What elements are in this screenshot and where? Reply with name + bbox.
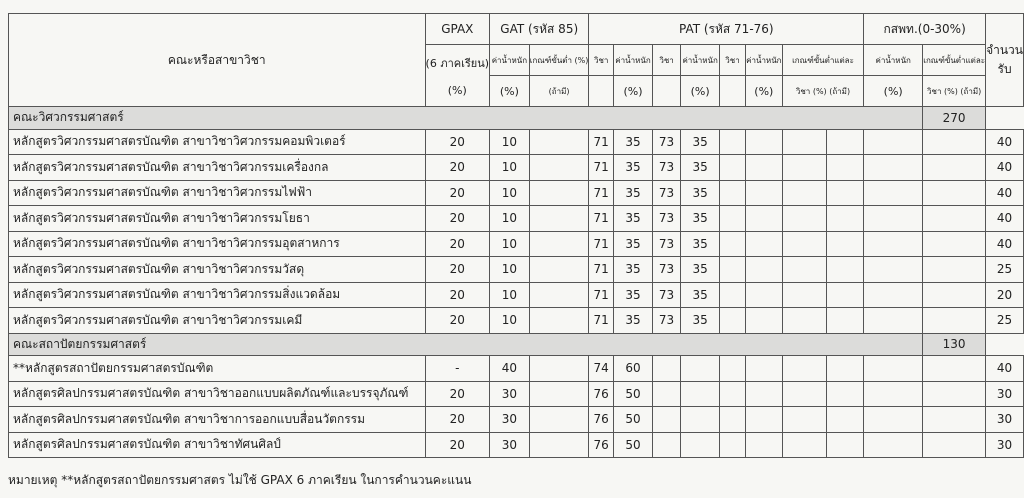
pat-weight-1-cell: 50 <box>614 432 653 458</box>
gat-weight-cell: 10 <box>490 282 530 308</box>
pat-subject-1-header: วิชา <box>589 45 614 76</box>
onet-weight-cell <box>864 257 923 283</box>
onet-min-cell <box>923 231 986 257</box>
pat-weight-1-cell: 35 <box>614 308 653 334</box>
pat-subject-3-cell <box>720 308 746 334</box>
gat-min-cell <box>529 180 589 206</box>
pat-subject-1-cell: 71 <box>589 282 614 308</box>
pat-subject-1-cell: 71 <box>589 129 614 155</box>
pat-weight-3-cell <box>745 432 782 458</box>
program-name: หลักสูตรวิศวกรรมศาสตรบัณฑิต สาขาวิชาวิศวกรรมไฟฟ้า <box>9 180 426 206</box>
gpax-cell: 20 <box>425 129 490 155</box>
program-row <box>9 308 1024 334</box>
footnote: หมายเหตุ **หลักสูตรสถาปัตยกรรมศาสตร ไม่ใช้ GPAX 6 ภาคเรียน ในการคำนวนคะแนน <box>8 473 472 487</box>
gpax-cell: 20 <box>425 257 490 283</box>
pat-weight-2-cell <box>681 381 720 407</box>
pat-weight-2-cell: 35 <box>681 155 720 181</box>
pat-subject-3-cell <box>720 356 746 382</box>
gat-weight-cell: 30 <box>490 407 530 433</box>
gpax-cell: 20 <box>425 231 490 257</box>
program-name: หลักสูตรวิศวกรรมศาสตรบัณฑิต สาขาวิชาวิศวกรรมเคมี <box>9 308 426 334</box>
onet-weight-cell <box>864 180 923 206</box>
gpax-cell: 20 <box>425 308 490 334</box>
pat-weight-1-cell: 50 <box>614 407 653 433</box>
onet-weight-unit: (%) <box>864 76 923 107</box>
pat-weight-1-cell: 35 <box>614 257 653 283</box>
pat-subject-3-cell <box>720 231 746 257</box>
onet-weight-cell <box>864 206 923 232</box>
faculty-total-quota: 130 <box>923 333 986 356</box>
program-row <box>9 381 1024 407</box>
pat-weight-3-cell <box>745 407 782 433</box>
pat-weight-2-cell: 35 <box>681 308 720 334</box>
pat-min-cell-b <box>826 308 864 334</box>
pat-subject-2-cell: 73 <box>652 282 680 308</box>
pat-weight-3-cell <box>745 257 782 283</box>
onet-min-cell <box>923 356 986 382</box>
gpax-cell: - <box>425 356 490 382</box>
pat-weight-1-unit: (%) <box>614 76 653 107</box>
gat-weight-cell: 10 <box>490 180 530 206</box>
pat-min-cell-a <box>782 257 826 283</box>
pat-subject-2-cell <box>652 356 680 382</box>
faculty-name: คณะวิศวกรรมศาสตร์ <box>9 107 923 130</box>
pat-min-cell-a <box>782 129 826 155</box>
pat-min-cell-b <box>826 180 864 206</box>
pat-subject-3-cell <box>720 407 746 433</box>
pat-subject-2-cell: 73 <box>652 206 680 232</box>
quota-cell: 40 <box>986 180 1024 206</box>
pat-weight-1-header: ค่าน้ำหนัก <box>614 45 653 76</box>
gpax-header: GPAX <box>425 14 490 45</box>
admission-criteria-document <box>8 13 1024 458</box>
program-name: หลักสูตรวิศวกรรมศาสตรบัณฑิต สาขาวิชาวิศวกรรมโยธา <box>9 206 426 232</box>
admission-criteria-table <box>8 13 1024 458</box>
onet-weight-cell <box>864 356 923 382</box>
gat-weight-unit: (%) <box>490 76 530 107</box>
program-row <box>9 180 1024 206</box>
onet-weight-cell <box>864 129 923 155</box>
pat-subject-3-cell <box>720 432 746 458</box>
pat-subject-2-cell <box>652 432 680 458</box>
pat-weight-1-cell: 35 <box>614 206 653 232</box>
program-row <box>9 155 1024 181</box>
pat-subject-3-cell <box>720 155 746 181</box>
onet-min-cell <box>923 155 986 181</box>
quota-cell: 30 <box>986 432 1024 458</box>
pat-subject-3-cell <box>720 282 746 308</box>
onet-min-cell <box>923 381 986 407</box>
pat-min-cell-a <box>782 155 826 181</box>
onet-weight-cell <box>864 407 923 433</box>
faculty-column-header: คณะหรือสาขาวิชา <box>9 14 426 107</box>
pat-min-cell-a <box>782 407 826 433</box>
pat-weight-3-cell <box>745 180 782 206</box>
gat-min-header: เกณฑ์ขั้นต่ำ (%) <box>529 45 589 76</box>
pat-subject-1-cell: 71 <box>589 155 614 181</box>
pat-min-cell-b <box>826 206 864 232</box>
pat-weight-1-cell: 60 <box>614 356 653 382</box>
gpax-cell: 20 <box>425 282 490 308</box>
pat-min-cell-b <box>826 381 864 407</box>
gat-weight-cell: 10 <box>490 129 530 155</box>
pat-subject-3-cell <box>720 206 746 232</box>
quota-header <box>986 14 1024 107</box>
onet-weight-cell <box>864 308 923 334</box>
pat-weight-2-cell: 35 <box>681 180 720 206</box>
pat-subject-1-cell: 71 <box>589 180 614 206</box>
pat-min-cell-b <box>826 129 864 155</box>
pat-weight-3-unit: (%) <box>745 76 782 107</box>
pat-min-note: วิชา (%) (ถ้ามี) <box>782 76 863 107</box>
gpax-cell: 20 <box>425 155 490 181</box>
pat-weight-2-unit: (%) <box>681 76 720 107</box>
program-name: **หลักสูตรสถาปัตยกรรมศาสตรบัณฑิต <box>9 356 426 382</box>
onet-weight-header: ค่าน้ำหนัก <box>864 45 923 76</box>
gat-min-cell <box>529 308 589 334</box>
onet-min-cell <box>923 432 986 458</box>
quota-header-line2: รับ <box>997 62 1012 76</box>
gat-weight-cell: 10 <box>490 308 530 334</box>
quota-cell: 40 <box>986 129 1024 155</box>
gpax-cell: 20 <box>425 206 490 232</box>
pat-subject-1-cell: 76 <box>589 381 614 407</box>
quota-cell: 25 <box>986 257 1024 283</box>
onet-min-cell <box>923 407 986 433</box>
pat-subject-2-cell <box>652 381 680 407</box>
pat-min-cell-a <box>782 356 826 382</box>
pat-subject-2-cell: 73 <box>652 155 680 181</box>
pat-subject-3-cell <box>720 129 746 155</box>
gat-weight-cell: 10 <box>490 257 530 283</box>
pat-weight-2-cell <box>681 432 720 458</box>
gat-min-note: (ถ้ามี) <box>529 76 589 107</box>
pat-weight-1-cell: 35 <box>614 129 653 155</box>
pat-weight-2-cell <box>681 407 720 433</box>
pat-weight-2-cell: 35 <box>681 129 720 155</box>
quota-cell: 30 <box>986 381 1024 407</box>
program-name: หลักสูตรวิศวกรรมศาสตรบัณฑิต สาขาวิชาวิศวกรรมสิ่งแวดล้อม <box>9 282 426 308</box>
pat-weight-3-cell <box>745 129 782 155</box>
pat-min-cell-a <box>782 432 826 458</box>
pat-min-cell-b <box>826 257 864 283</box>
pat-weight-1-cell: 35 <box>614 180 653 206</box>
onet-min-note: วิชา (%) (ถ้ามี) <box>923 76 986 107</box>
program-name: หลักสูตรศิลปกรรมศาสตรบัณฑิต สาขาวิชาการออกแบบสื่อนวัตกรรม <box>9 407 426 433</box>
pat-weight-1-cell: 35 <box>614 282 653 308</box>
gat-min-cell <box>529 257 589 283</box>
pat-subject-2-cell: 73 <box>652 308 680 334</box>
pat-subject-2-cell: 73 <box>652 180 680 206</box>
program-row <box>9 282 1024 308</box>
pat-min-cell-a <box>782 282 826 308</box>
quota-cell: 20 <box>986 282 1024 308</box>
program-row <box>9 257 1024 283</box>
program-row <box>9 206 1024 232</box>
pat-min-cell-b <box>826 407 864 433</box>
pat-subject-3-cell <box>720 180 746 206</box>
pat-min-cell-b <box>826 356 864 382</box>
pat-subject-1-cell: 71 <box>589 308 614 334</box>
pat-min-cell-a <box>782 231 826 257</box>
onet-min-cell <box>923 129 986 155</box>
gat-min-cell <box>529 407 589 433</box>
gat-min-cell <box>529 282 589 308</box>
pat-weight-3-cell <box>745 381 782 407</box>
gat-min-cell <box>529 129 589 155</box>
onet-min-header: เกณฑ์ขั้นต่ำแต่ละ <box>923 45 986 76</box>
program-row <box>9 356 1024 382</box>
onet-weight-cell <box>864 432 923 458</box>
pat-min-cell-a <box>782 206 826 232</box>
pat-header: PAT (รหัส 71-76) <box>589 14 864 45</box>
quota-cell: 40 <box>986 206 1024 232</box>
pat-weight-2-cell <box>681 356 720 382</box>
gat-weight-cell: 10 <box>490 206 530 232</box>
quota-cell: 25 <box>986 308 1024 334</box>
pat-weight-2-cell: 35 <box>681 282 720 308</box>
pat-min-cell-a <box>782 308 826 334</box>
onet-min-cell <box>923 308 986 334</box>
pat-weight-1-cell: 35 <box>614 155 653 181</box>
quota-cell: 40 <box>986 231 1024 257</box>
pat-weight-3-cell <box>745 206 782 232</box>
gat-header: GAT (รหัส 85) <box>490 14 589 45</box>
pat-weight-2-header: ค่าน้ำหนัก <box>681 45 720 76</box>
pat-min-cell-a <box>782 381 826 407</box>
pat-min-cell-b <box>826 155 864 181</box>
program-name: หลักสูตรวิศวกรรมศาสตรบัณฑิต สาขาวิชาวิศวกรรมวัสดุ <box>9 257 426 283</box>
program-name: หลักสูตรวิศวกรรมศาสตรบัณฑิต สาขาวิชาวิศวกรรมเครื่องกล <box>9 155 426 181</box>
pat-weight-2-cell: 35 <box>681 231 720 257</box>
pat-weight-2-cell: 35 <box>681 257 720 283</box>
gat-weight-header: ค่าน้ำหนัก <box>490 45 530 76</box>
onet-min-cell <box>923 180 986 206</box>
program-name: หลักสูตรศิลปกรรมศาสตรบัณฑิต สาขาวิชาทัศนศิลป์ <box>9 432 426 458</box>
pat-subject-1-cell: 74 <box>589 356 614 382</box>
gat-min-cell <box>529 231 589 257</box>
gat-weight-cell: 30 <box>490 381 530 407</box>
gpax-cell: 20 <box>425 180 490 206</box>
pat-subject-1-cell: 76 <box>589 432 614 458</box>
pat-weight-3-cell <box>745 356 782 382</box>
gpax-unit: (%) <box>447 84 467 97</box>
gat-min-cell <box>529 381 589 407</box>
pat-min-cell-b <box>826 282 864 308</box>
gpax-cell: 20 <box>425 407 490 433</box>
onet-min-cell <box>923 206 986 232</box>
program-name: หลักสูตรศิลปกรรมศาสตรบัณฑิต สาขาวิชาออกแบบผลิตภัณฑ์และบรรจุภัณฑ์ <box>9 381 426 407</box>
gpax-cell: 20 <box>425 432 490 458</box>
pat-subject-3-cell <box>720 381 746 407</box>
gat-min-cell <box>529 155 589 181</box>
pat-min-cell-b <box>826 231 864 257</box>
quota-cell: 40 <box>986 155 1024 181</box>
pat-subject-2-cell: 73 <box>652 129 680 155</box>
gpax-subheader <box>425 45 490 107</box>
onet-min-cell <box>923 282 986 308</box>
pat-subject-1-cell: 71 <box>589 257 614 283</box>
program-row <box>9 231 1024 257</box>
faculty-name: คณะสถาปัตยกรรมศาสตร์ <box>9 333 923 356</box>
pat-weight-3-cell <box>745 155 782 181</box>
onet-header: กสพท.(0-30%) <box>864 14 986 45</box>
pat-subject-3-cell <box>720 257 746 283</box>
gat-min-cell <box>529 432 589 458</box>
pat-min-cell-b <box>826 432 864 458</box>
gat-min-cell <box>529 356 589 382</box>
pat-subject-2-header: วิชา <box>652 45 680 76</box>
program-name: หลักสูตรวิศวกรรมศาสตรบัณฑิต สาขาวิชาวิศวกรรมอุตสาหการ <box>9 231 426 257</box>
program-row <box>9 407 1024 433</box>
pat-subject-1-cell: 71 <box>589 206 614 232</box>
pat-subject-2-cell: 73 <box>652 257 680 283</box>
program-name: หลักสูตรวิศวกรรมศาสตรบัณฑิต สาขาวิชาวิศวกรรมคอมพิวเตอร์ <box>9 129 426 155</box>
quota-cell: 30 <box>986 407 1024 433</box>
gpax-semesters: (6 ภาคเรียน) <box>425 57 490 70</box>
gat-weight-cell: 40 <box>490 356 530 382</box>
pat-weight-1-cell: 35 <box>614 231 653 257</box>
pat-weight-3-cell <box>745 308 782 334</box>
pat-weight-3-cell <box>745 231 782 257</box>
gat-weight-cell: 10 <box>490 231 530 257</box>
pat-weight-3-header: ค่าน้ำหนัก <box>745 45 782 76</box>
onet-weight-cell <box>864 231 923 257</box>
gat-weight-cell: 10 <box>490 155 530 181</box>
onet-weight-cell <box>864 282 923 308</box>
pat-weight-2-cell: 35 <box>681 206 720 232</box>
quota-header-line1: จำนวน <box>986 43 1023 57</box>
pat-subject-1-cell: 71 <box>589 231 614 257</box>
pat-min-header: เกณฑ์ขั้นต่ำแต่ละ <box>782 45 863 76</box>
gat-weight-cell: 30 <box>490 432 530 458</box>
onet-weight-cell <box>864 155 923 181</box>
pat-subject-2-cell <box>652 407 680 433</box>
faculty-row <box>9 333 1024 356</box>
pat-min-cell-a <box>782 180 826 206</box>
quota-cell: 40 <box>986 356 1024 382</box>
pat-weight-3-cell <box>745 282 782 308</box>
faculty-row <box>9 107 1024 130</box>
pat-subject-3-header: วิชา <box>720 45 746 76</box>
pat-subject-2-cell: 73 <box>652 231 680 257</box>
faculty-total-quota: 270 <box>923 107 986 130</box>
onet-min-cell <box>923 257 986 283</box>
onet-weight-cell <box>864 381 923 407</box>
program-row <box>9 432 1024 458</box>
gpax-cell: 20 <box>425 381 490 407</box>
program-row <box>9 129 1024 155</box>
pat-weight-1-cell: 50 <box>614 381 653 407</box>
gat-min-cell <box>529 206 589 232</box>
pat-subject-1-cell: 76 <box>589 407 614 433</box>
